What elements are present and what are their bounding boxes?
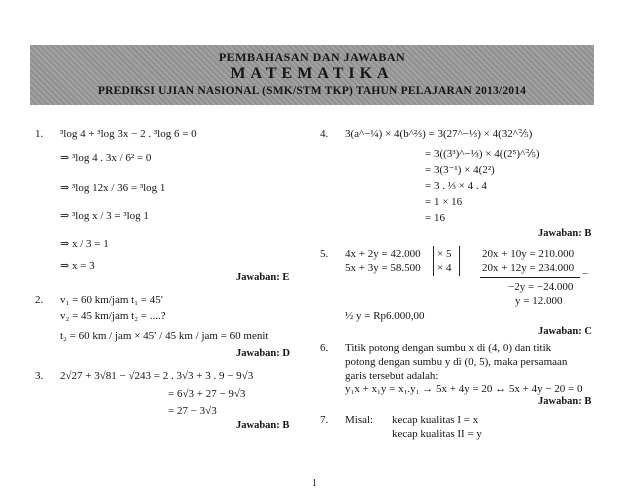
q2-number: 2. [35, 294, 44, 306]
q5-mult2: × 4 [437, 262, 452, 274]
q6-line3: garis tersebut adalah: [345, 370, 439, 382]
q7-number: 7. [320, 414, 329, 426]
q7-label: Misal: [345, 414, 374, 426]
q2-line1: v₁ = 60 km/jam t₁ = 45′ [60, 294, 164, 306]
q4-answer: Jawaban: B [538, 228, 592, 239]
q3-line1: 2√27 + 3√81 − √243 = 2 . 3√3 + 3 . 9 − 9√3 [60, 370, 254, 382]
q2-answer: Jawaban: D [236, 348, 290, 359]
q5-bar-right [459, 246, 460, 276]
q5-eq1: 4x + 2y = 42.000 [345, 248, 421, 260]
q1-line3: ⇒ ³log 12x / 36 = ³log 1 [60, 182, 166, 194]
q5-res4: y = 12.000 [515, 295, 563, 307]
header-subject: MATEMATIKA [230, 65, 394, 82]
q3-number: 3. [35, 370, 44, 382]
q4-line2: = 3((3³)^−⅓) × 4((2⁵)^⅖) [425, 148, 540, 160]
q5-res1: 20x + 10y = 210.000 [482, 248, 575, 260]
q7-line1: kecap kualitas I = x [392, 414, 479, 426]
q6-line2: potong dengan sumbu y di (0, 5), maka persamaan [345, 356, 568, 368]
q1-line6: ⇒ x = 3 [60, 260, 95, 272]
q4-line5: = 1 × 16 [425, 196, 463, 208]
q6-line1: Titik potong dengan sumbu x di (4, 0) dan titik [345, 342, 552, 354]
q4-line1: 3(a^−¼) × 4(b^⅔) = 3(27^−⅓) × 4(32^⅖) [345, 128, 533, 140]
q4-number: 4. [320, 128, 329, 140]
q5-minus-sign: − [582, 268, 589, 280]
q3-line3: = 27 − 3√3 [168, 405, 217, 417]
q4-line6: = 16 [425, 212, 445, 224]
q5-answer: Jawaban: C [538, 326, 592, 337]
q5-bar-left [433, 246, 434, 276]
q5-res2: 20x + 12y = 234.000 [482, 262, 575, 274]
q1-number: 1. [35, 128, 44, 140]
q6-number: 6. [320, 342, 329, 354]
q4-line3: = 3(3⁻¹) × 4(2²) [425, 164, 495, 176]
q2-line3: t₂ = 60 km / jam × 45′ / 45 km / jam = 60 menit [60, 330, 269, 342]
q5-mult1: × 5 [437, 248, 452, 260]
q1-answer: Jawaban: E [236, 272, 290, 283]
q1-line5: ⇒ x / 3 = 1 [60, 238, 109, 250]
q1-line1: ³log 4 + ³log 3x − 2 . ³log 6 = 0 [60, 128, 197, 140]
header-subtitle: PREDIKSI UJIAN NASIONAL (SMK/STM TKP) TAHUN PELAJARAN 2013/2014 [97, 85, 527, 97]
q3-answer: Jawaban: B [236, 420, 290, 431]
q5-res3: −2y = −24.000 [508, 281, 574, 293]
q1-line2: ⇒ ³log 4 . 3x / 6² = 0 [60, 152, 152, 164]
q5-number: 5. [320, 248, 329, 260]
q5-subtract-rule [480, 277, 580, 278]
q5-result: ½ y = Rp6.000,00 [345, 310, 425, 322]
q6-line4: y₁x + x₁y = x₁.y₁ → 5x + 4y = 20 ↔ 5x + 4y − 20 = 0 [345, 383, 583, 395]
q3-line2: = 6√3 + 27 − 9√3 [168, 388, 246, 400]
page-number: 1 [312, 478, 317, 489]
q2-line2: v₂ = 45 km/jam t₂ = ....? [60, 310, 166, 322]
header-banner [30, 45, 594, 105]
q7-line2: kecap kualitas II = y [392, 428, 482, 440]
header-title: PEMBAHASAN DAN JAWABAN [218, 50, 406, 64]
q1-line4: ⇒ ³log x / 3 = ³log 1 [60, 210, 149, 222]
q5-eq2: 5x + 3y = 58.500 [345, 262, 421, 274]
q4-line4: = 3 . ⅓ × 4 . 4 [425, 180, 487, 192]
q6-answer: Jawaban: B [538, 396, 592, 407]
